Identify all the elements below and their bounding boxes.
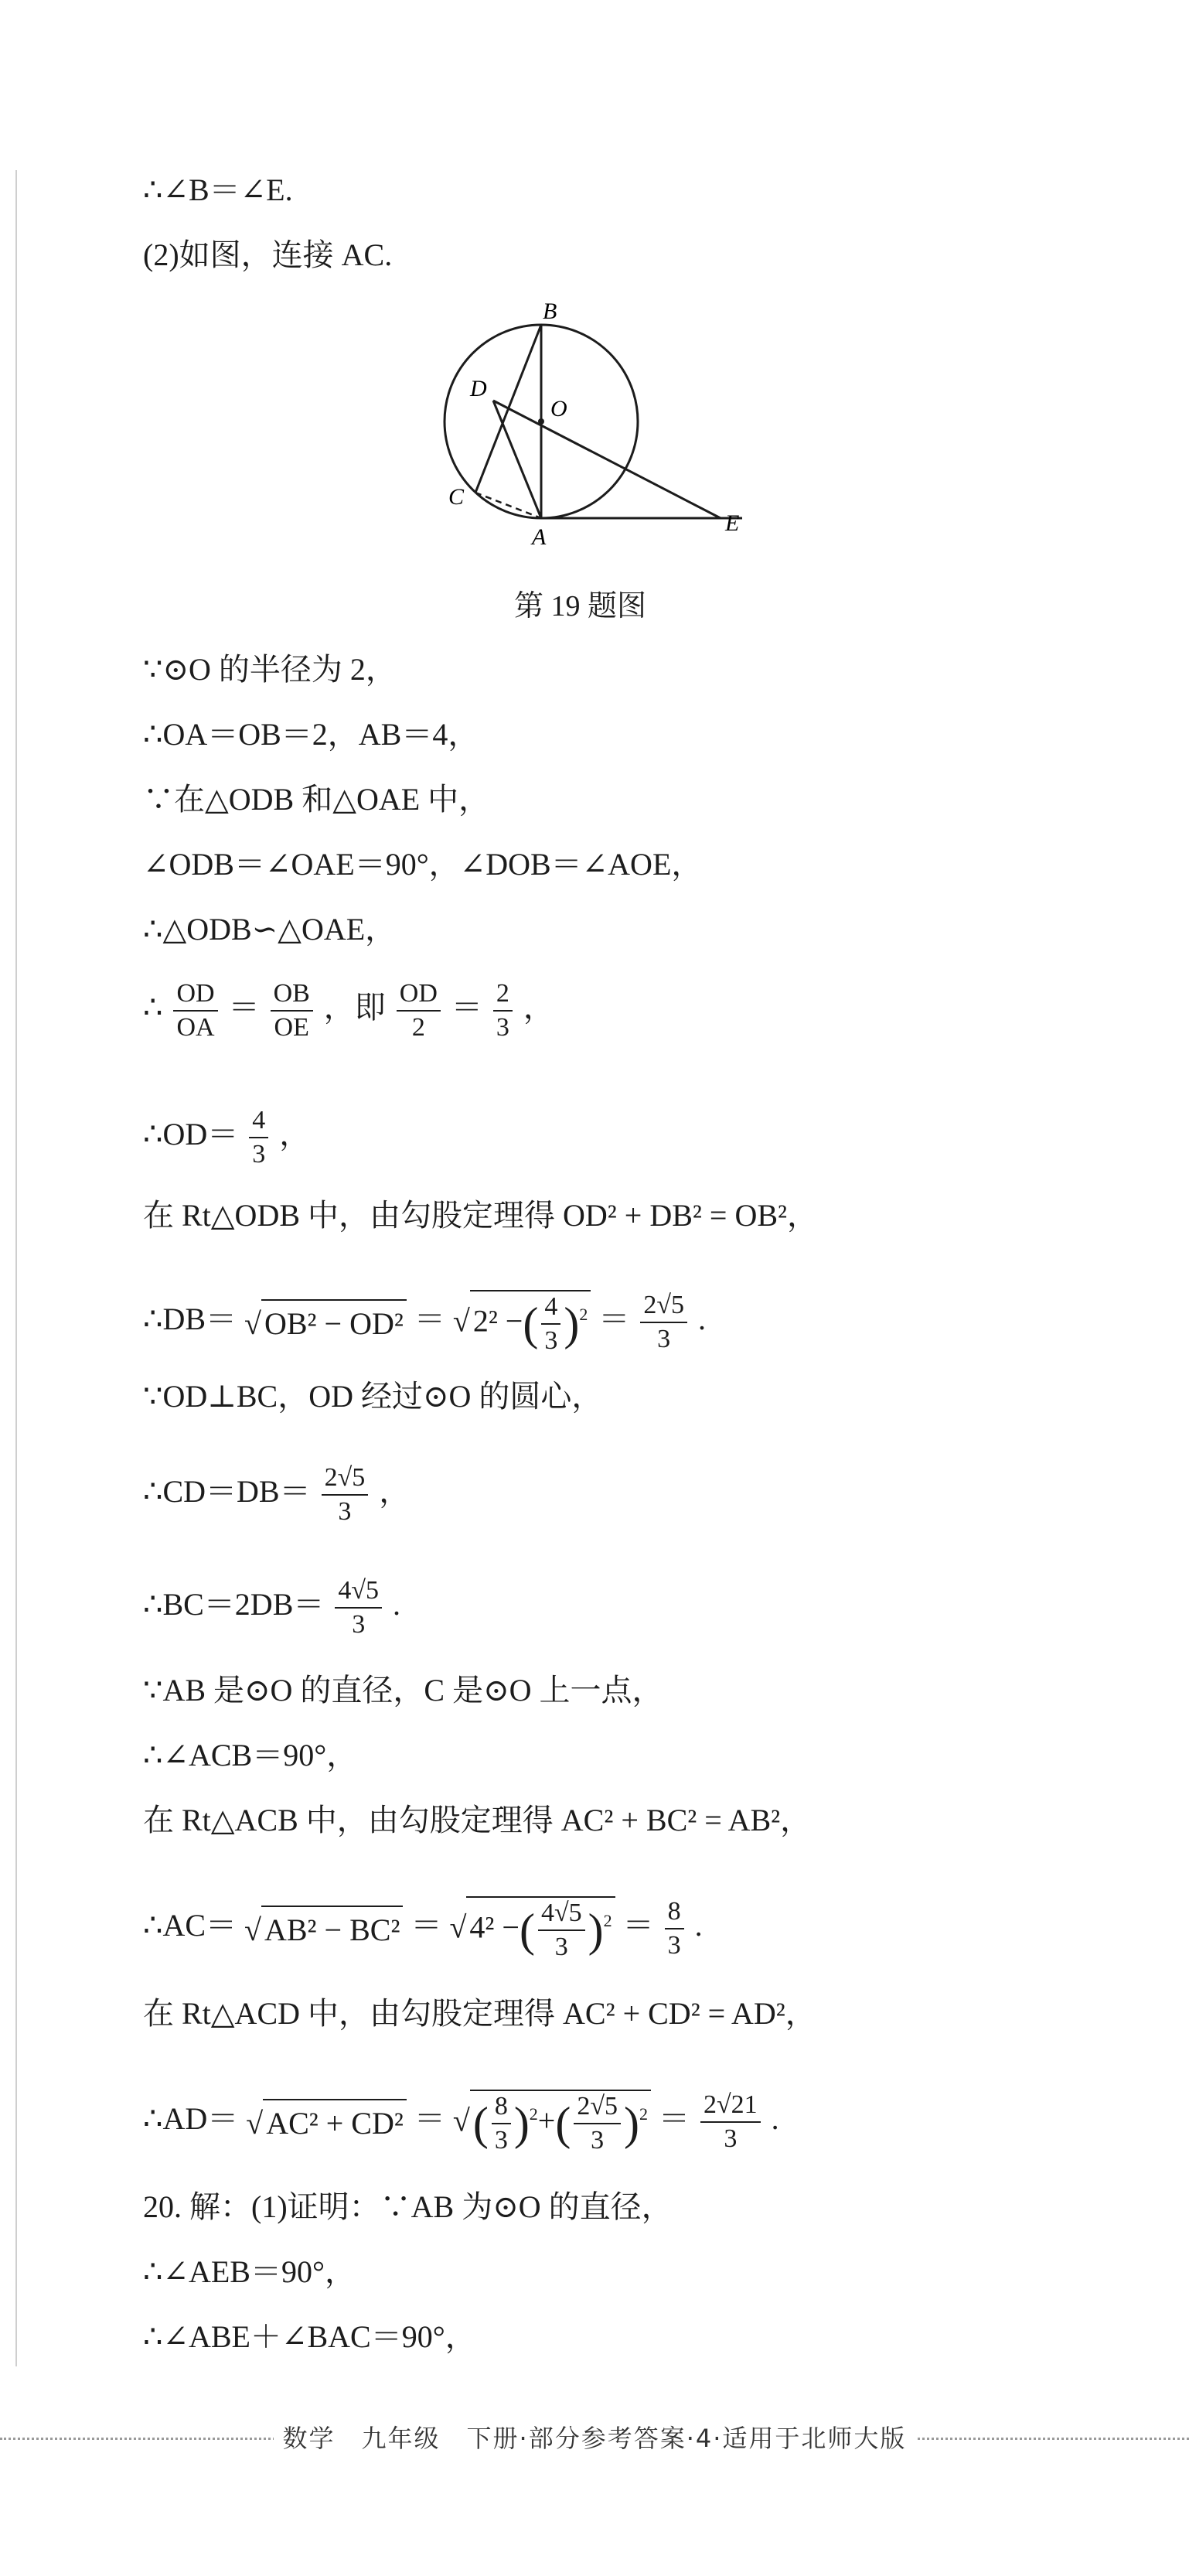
square-root: √ AC² + CD² bbox=[246, 2099, 407, 2145]
text-line: ∴△ODB∽△OAE， bbox=[143, 912, 397, 947]
fraction: $\frac{OD}{2}$ bbox=[397, 981, 441, 1041]
text-line: ∴∠AEB＝90°， bbox=[143, 2254, 356, 2289]
label-o: O bbox=[550, 396, 567, 421]
geometry-figure bbox=[417, 302, 742, 549]
radical-line: ∴AD＝ √ AC² + CD² ＝ √( $\frac{8}{3}$ )$^2$+( $\frac{2√5}{3}$ )$^2$ ＝ $\frac{2√21}{3}$ . bbox=[143, 2090, 779, 2155]
text-line: ∴∠ABE＋∠BAC＝90°， bbox=[143, 2319, 476, 2354]
text-line: ∵在△ODB 和△OAE 中， bbox=[143, 782, 490, 817]
radical-line: ∴DB＝ √ OB² − OD² ＝ √ 2² −( $\frac{4}{3}$ )$^2$ ＝ $\frac{2√5}{3}$ . bbox=[143, 1290, 707, 1356]
text-line: 在 Rt△ACD 中，由勾股定理得 AC² + CD² = AD²， bbox=[143, 1996, 816, 2031]
figure-caption: 第 19 题图 bbox=[514, 590, 647, 623]
page-footer bbox=[0, 2411, 1189, 2465]
label-d: D bbox=[470, 376, 487, 401]
fraction: $\frac{OD}{OA}$ bbox=[173, 981, 217, 1041]
fraction-line: ∴CD＝DB＝ $\frac{2√5}{3}$ ， bbox=[143, 1463, 411, 1526]
fraction-line: ∴OD＝ $\frac{4}{3}$ ， bbox=[143, 1106, 311, 1169]
fraction: $\frac{2√5}{3}$ bbox=[640, 1292, 687, 1353]
text-line: ∵⊙O 的半径为 2， bbox=[143, 652, 397, 687]
text-line: ∵OD⊥BC，OD 经过⊙O 的圆心， bbox=[143, 1379, 603, 1414]
center-o-dot bbox=[538, 418, 544, 425]
text-line: ∠ODB＝∠OAE＝90°，∠DOB＝∠AOE， bbox=[143, 847, 703, 882]
segment-de bbox=[493, 401, 721, 518]
fraction: $\frac{2}{3}$ bbox=[493, 981, 513, 1041]
text-line: ∴∠B＝∠E. bbox=[143, 172, 293, 207]
label-a: A bbox=[532, 524, 547, 549]
radical-line: ∴AC＝ √ AB² − BC² ＝ √ 4² −( $\frac{4√5}{3}$ )$^2$ ＝ $\frac{8}{3}$ . bbox=[143, 1896, 703, 1962]
square-root: √ AB² − BC² bbox=[244, 1906, 403, 1952]
label-b: B bbox=[543, 302, 557, 324]
fraction: $\frac{4}{3}$ bbox=[249, 1107, 268, 1168]
label-c: C bbox=[448, 484, 465, 510]
square-root: √ OB² − OD² bbox=[244, 1299, 407, 1346]
segment-da bbox=[493, 401, 541, 518]
fraction: $\frac{4√5}{3}$ bbox=[335, 1578, 382, 1638]
fraction-line: ∴ $\frac{OD}{OA}$ ＝ $\frac{OB}{OE}$ ，即 $\frac{OD}{2}$ ＝ $\frac{2}{3}$ ， bbox=[143, 979, 554, 1042]
fraction: $\frac{2√5}{3}$ bbox=[322, 1465, 369, 1525]
fraction-line: ∴BC＝2DB＝ $\frac{4√5}{3}$ . bbox=[143, 1576, 401, 1639]
text-line: 在 Rt△ACB 中，由勾股定理得 AC² + BC² = AB²， bbox=[143, 1803, 812, 1837]
text-line: (2)如图，连接 AC. bbox=[143, 237, 393, 272]
fraction: $\frac{2√21}{3}$ bbox=[700, 2092, 761, 2152]
text-line: ∴∠ACB＝90°， bbox=[143, 1738, 358, 1772]
text-line: 在 Rt△ODB 中，由勾股定理得 OD² + DB² = OB²， bbox=[143, 1198, 819, 1233]
square-root: √ 4² −( $\frac{4√5}{3}$ )$^2$ bbox=[449, 1896, 615, 1960]
square-root: √ 2² −( $\frac{4}{3}$ )$^2$ bbox=[453, 1290, 591, 1354]
fraction: $\frac{OB}{OE}$ bbox=[271, 981, 313, 1041]
fraction: $\frac{8}{3}$ bbox=[665, 1899, 684, 1959]
page-edge-line bbox=[15, 170, 17, 2366]
footer-text: 数学 九年级 下册·部分参考答案·4·适用于北师大版 bbox=[0, 2419, 1189, 2455]
label-e: E bbox=[725, 510, 740, 536]
text-line: ∴OA＝OB＝2，AB＝4， bbox=[143, 717, 479, 752]
text-line: ∵AB 是⊙O 的直径，C 是⊙O 上一点， bbox=[143, 1673, 663, 1708]
square-root: √( $\frac{8}{3}$ )$^2$+( $\frac{2√5}{3}$ )$^2$ bbox=[453, 2090, 651, 2154]
text-line: 20. 解：(1)证明：∵AB 为⊙O 的直径， bbox=[143, 2189, 673, 2224]
